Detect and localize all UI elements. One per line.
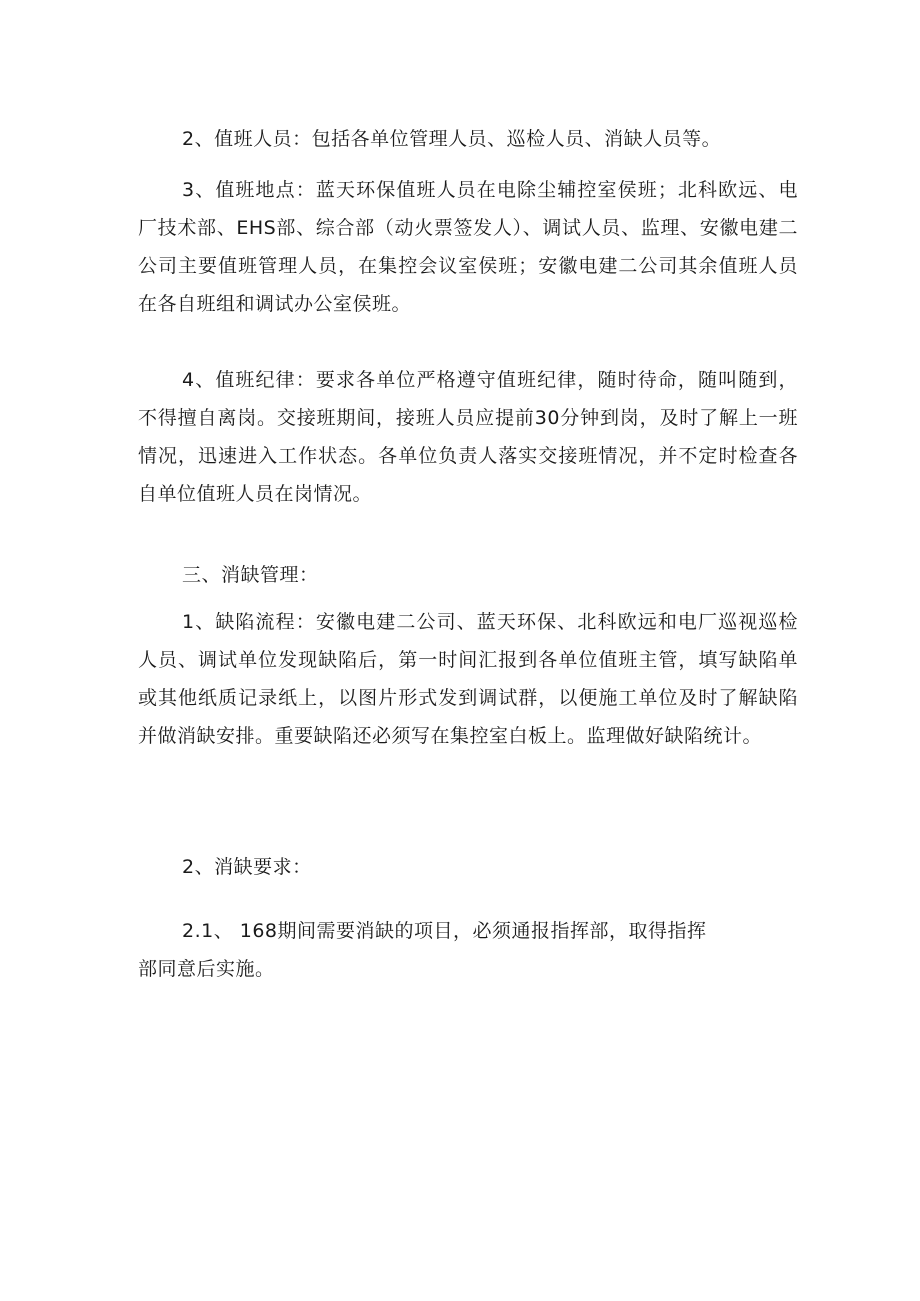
paragraph-duty-location: 3、值班地点：蓝天环保值班人员在电除尘辅控室侯班；北科欧远、电厂技术部、EHS部、综合部（动火票签发人）、调试人员、监理、安徽电建二公司主要值班管理人员，在集控会议室侯班；安徽电建二公司其余值班人员在各自班组和调试办公室侯班。: [138, 179, 798, 315]
section-heading-defect-management: 三、消缺管理：: [182, 564, 319, 586]
requirement-2-1-line-1: 2.1、 168期间需要消缺的项目，必须通报指挥部，取得指挥: [182, 920, 707, 942]
paragraph-duty-staff: 2、值班人员：包括各单位管理人员、巡检人员、消缺人员等。: [182, 128, 722, 150]
paragraph-defect-requirements: 2、消缺要求：: [182, 856, 312, 878]
requirement-2-1-line-2: 部同意后实施。: [138, 958, 275, 980]
paragraph-defect-process: 1、缺陷流程：安徽电建二公司、蓝天环保、北科欧远和电厂巡视巡检人员、调试单位发现缺陷后，第一时间汇报到各单位值班主管，填写缺陷单或其他纸质记录纸上，以图片形式发到调试群，以便施工单位及时了解缺陷并做消缺安排。重要缺陷还必须写在集控室白板上。监理做好缺陷统计。: [138, 611, 798, 747]
paragraph-requirement-2-1: [138, 912, 798, 988]
paragraph-duty-discipline: 4、值班纪律：要求各单位严格遵守值班纪律，随时待命，随叫随到，不得擅自离岗。交接班期间，接班人员应提前30分钟到岗，及时了解上一班情况，迅速进入工作状态。各单位负责人落实交接班情况，并不定时检查各自单位值班人员在岗情况。: [138, 369, 798, 505]
